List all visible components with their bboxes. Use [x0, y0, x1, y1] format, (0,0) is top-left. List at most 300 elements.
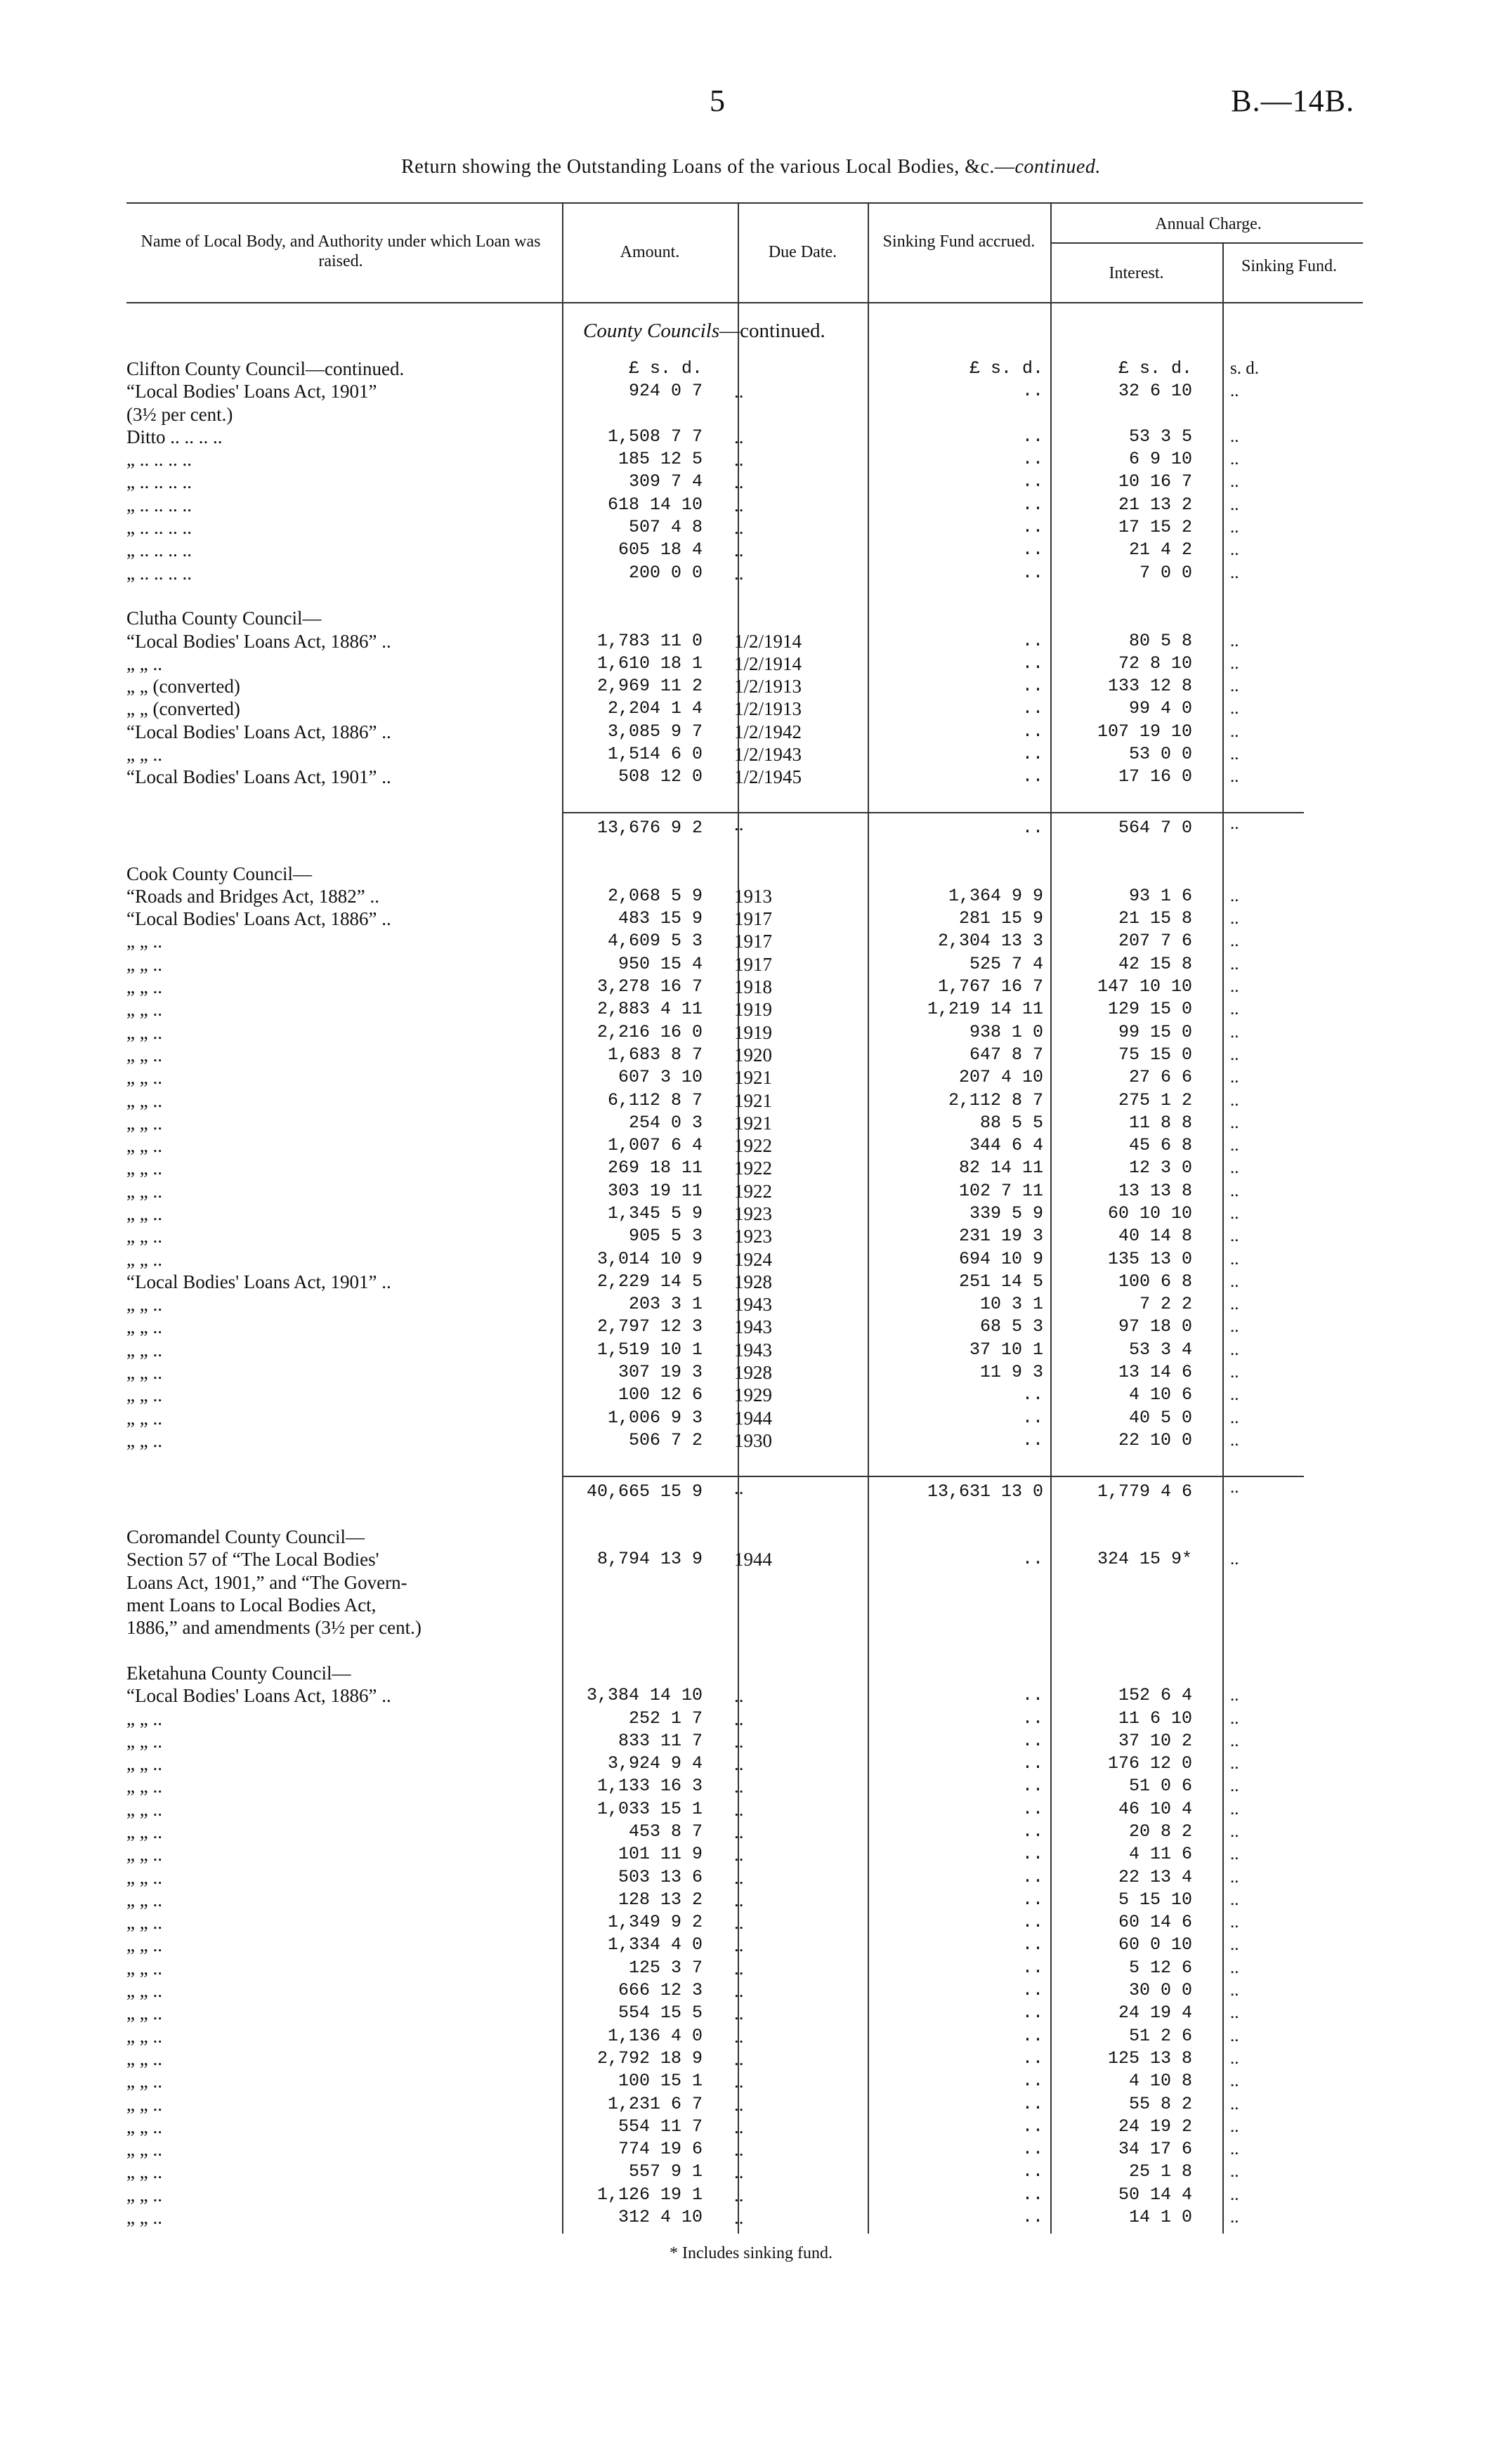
cell-due-date: 1943	[734, 1339, 772, 1361]
table-row	[126, 1430, 1304, 1453]
cell-due-date: 1921	[734, 1089, 772, 1111]
cell-due-date: ..	[734, 1685, 744, 1707]
cell-interest: 13 14 6	[1118, 1362, 1192, 1383]
cell-sinking-fund: ..	[1230, 1408, 1239, 1427]
cell-sinking-fund: ..	[1230, 1295, 1239, 1314]
section-name: County Councils	[583, 320, 720, 342]
cell-name: „ „ ..	[126, 1135, 162, 1157]
cell-amount: 309 7 4	[628, 471, 703, 492]
cell-sinking-fund: ..	[1230, 2116, 1239, 2136]
cell-amount: 1,514 6 0	[607, 744, 703, 765]
cell-sinking-fund-accrued: 525 7 4	[969, 953, 1043, 974]
cell-amount: 605 18 4	[618, 539, 703, 561]
cell-amount: 1,345 5 9	[607, 1202, 703, 1224]
cell-name: „ „ ..	[126, 1912, 162, 1934]
cell-sinking-fund: ..	[1230, 2139, 1239, 2159]
cell-interest: 53 0 0	[1128, 744, 1192, 765]
section-heading	[583, 320, 825, 343]
cell-sinking-fund: ..	[1230, 1844, 1239, 1864]
cell-name: „ „ ..	[126, 2161, 162, 2183]
cell-name: „ „ ..	[126, 2071, 162, 2092]
cell-interest: 11 8 8	[1128, 1112, 1192, 1133]
cell-due-date: 1/2/1945	[734, 766, 802, 788]
cell-due-date: ..	[734, 1866, 744, 1888]
cell-interest: 10 16 7	[1118, 471, 1192, 492]
table-row	[126, 908, 1304, 931]
cell-amount: 101 11 9	[618, 1844, 703, 1865]
cell-sinking-fund	[1220, 1572, 1304, 1594]
cell-sinking-fund: ..	[1230, 2208, 1239, 2227]
cell-name: „ „ ..	[126, 1362, 162, 1384]
cell-sinking-fund-accrued	[913, 1617, 1066, 1639]
header-amount: Amount.	[620, 243, 680, 261]
cell-due-date: 1/2/1943	[734, 744, 802, 766]
cell-name: “Local Bodies' Loans Act, 1886” ..	[126, 908, 391, 930]
cell-sinking-fund-accrued: 694 10 9	[958, 1248, 1043, 1269]
cell-interest: 13 13 8	[1118, 1180, 1192, 1201]
cell-sinking-fund: ..	[1230, 494, 1239, 514]
cell-name: „ „ ..	[126, 1384, 162, 1406]
table-row	[126, 449, 1304, 471]
cell-due-date: 1929	[734, 1384, 772, 1406]
cell-amount: 1,349 9 2	[607, 1912, 703, 1933]
cell-amount: 554 15 5	[618, 2003, 703, 2024]
cell-interest: 99 4 0	[1128, 698, 1192, 719]
table-row	[126, 1453, 1304, 1476]
cell-name: „ „ ..	[126, 1180, 162, 1202]
cell-name: “Local Bodies' Loans Act, 1901” ..	[126, 766, 391, 788]
cell-sinking-fund-accrued: ..	[1021, 2025, 1043, 2046]
cell-interest: 4 10 8	[1128, 2071, 1192, 2092]
cell-interest: £ s. d.	[1118, 358, 1192, 379]
table-row	[126, 863, 1304, 886]
cell-name: „ „ ..	[126, 1708, 162, 1729]
cell-name: „ „ ..	[126, 1776, 162, 1797]
cell-amount	[562, 1526, 720, 1549]
cell-sinking-fund	[1220, 840, 1304, 863]
cell-name: „ „ ..	[126, 2047, 162, 2069]
cell-sinking-fund: ..	[1230, 1958, 1239, 1977]
table-row	[126, 1889, 1304, 1912]
cell-name: „ „ ..	[126, 2139, 162, 2161]
cell-interest	[1066, 1572, 1220, 1594]
cell-due-date: ..	[734, 1821, 744, 1842]
cell-name: (3½ per cent.)	[126, 403, 233, 425]
cell-due-date: ..	[734, 1798, 744, 1820]
cell-sinking-fund-accrued: 82 14 11	[958, 1158, 1043, 1179]
cell-due-date: ..	[734, 1957, 744, 1979]
cell-interest: 45 6 8	[1128, 1135, 1192, 1156]
cell-amount: 924 0 7	[628, 381, 703, 402]
document-reference: B.—14B.	[1231, 84, 1354, 118]
cell-sinking-fund: ..	[1230, 1226, 1239, 1246]
cell-due-date	[720, 1594, 913, 1617]
table-row	[126, 1753, 1304, 1776]
cell-due-date: 1923	[734, 1202, 772, 1224]
cell-amount: 307 19 3	[618, 1362, 703, 1383]
table-row	[126, 698, 1304, 721]
cell-amount: 1,610 18 1	[596, 653, 703, 674]
table-row	[126, 1617, 1304, 1639]
table-row	[126, 2026, 1304, 2048]
cell-sinking-fund-accrued: ..	[1021, 1889, 1043, 1910]
cell-amount: 125 3 7	[628, 1957, 703, 1978]
cell-due-date: ..	[734, 2139, 744, 2161]
cell-due-date: ..	[720, 813, 913, 840]
cell-amount: 100 12 6	[618, 1384, 703, 1405]
table-row	[126, 1476, 1304, 1504]
cell-sinking-fund-accrued: ..	[1021, 1708, 1043, 1729]
cell-sinking-fund: ..	[1220, 1476, 1304, 1504]
cell-due-date: 1922	[734, 1135, 772, 1157]
cell-sinking-fund-accrued	[913, 1640, 1066, 1663]
cell-amount: 666 12 3	[618, 1980, 703, 2001]
cell-amount: 1,007 6 4	[607, 1135, 703, 1156]
table-row	[126, 539, 1304, 562]
table-row	[126, 1526, 1304, 1549]
cell-name: Clutha County Council—	[126, 608, 322, 629]
cell-due-date: ..	[734, 1730, 744, 1752]
cell-amount: 3,384 14 10	[586, 1685, 703, 1706]
cell-name	[126, 840, 562, 863]
footnote: * Includes sinking fund.	[670, 2244, 832, 2262]
table-row	[126, 494, 1304, 517]
table-row	[126, 1958, 1304, 1980]
cell-sinking-fund: ..	[1230, 381, 1239, 401]
table-row	[126, 954, 1304, 976]
cell-sinking-fund-accrued	[913, 840, 1066, 863]
cell-interest: 7 0 0	[1139, 562, 1192, 583]
cell-due-date: ..	[720, 1476, 913, 1504]
cell-interest: 14 1 0	[1128, 2207, 1192, 2228]
cell-interest: 27 6 6	[1128, 1067, 1192, 1088]
cell-name: „ „ ..	[126, 1730, 162, 1752]
cell-amount: 2,068 5 9	[607, 885, 703, 906]
cell-name: „ „ ..	[126, 2207, 162, 2229]
cell-amount	[562, 1504, 720, 1526]
cell-amount: 3,924 9 4	[607, 1753, 703, 1774]
cell-sinking-fund: ..	[1230, 1708, 1239, 1728]
cell-due-date: ..	[734, 381, 744, 402]
table-row	[126, 813, 1304, 840]
cell-name	[126, 1504, 562, 1526]
cell-sinking-fund-accrued	[913, 789, 1066, 813]
cell-name: „ „ ..	[126, 953, 162, 975]
cell-sinking-fund-accrued: ..	[1021, 1980, 1043, 2001]
cell-amount: 269 18 11	[607, 1158, 703, 1179]
cell-sinking-fund: ..	[1230, 909, 1239, 929]
cell-sinking-fund-accrued: ..	[913, 813, 1066, 840]
cell-amount	[562, 1640, 720, 1663]
cell-amount: 950 15 4	[618, 953, 703, 974]
cell-due-date	[720, 1617, 913, 1639]
cell-sinking-fund: ..	[1230, 1867, 1239, 1887]
table-row	[126, 1844, 1304, 1866]
cell-sinking-fund: ..	[1230, 2184, 1239, 2204]
table-row	[126, 1067, 1304, 1089]
cell-due-date: 1913	[734, 885, 772, 907]
table-row	[126, 1135, 1304, 1158]
cell-name: „ „ ..	[126, 1429, 162, 1451]
cell-sinking-fund-accrued: 344 6 4	[969, 1135, 1043, 1156]
cell-amount: 1,126 19 1	[596, 2184, 703, 2205]
cell-interest: 7 2 2	[1139, 1294, 1192, 1315]
cell-interest	[1066, 863, 1220, 886]
cell-name: „ „ ..	[126, 1339, 162, 1361]
cell-sinking-fund: ..	[1230, 518, 1239, 537]
table-row	[126, 1731, 1304, 1753]
cell-sinking-fund	[1220, 789, 1304, 813]
cell-due-date: ..	[734, 494, 744, 516]
cell-interest	[1066, 840, 1220, 863]
cell-due-date: 1917	[734, 908, 772, 930]
cell-amount: 1,508 7 7	[607, 426, 703, 447]
cell-sinking-fund-accrued: 938 1 0	[969, 1021, 1043, 1042]
table-row	[126, 381, 1304, 403]
cell-sinking-fund	[1220, 1594, 1304, 1617]
cell-sinking-fund-accrued	[913, 585, 1066, 608]
table-row	[126, 1408, 1304, 1430]
cell-sinking-fund-accrued: ..	[1021, 449, 1043, 470]
cell-sinking-fund-accrued: ..	[1021, 2093, 1043, 2114]
cell-due-date	[720, 1640, 913, 1663]
cell-amount: 483 15 9	[618, 908, 703, 929]
table-row	[126, 426, 1304, 449]
cell-amount	[562, 404, 720, 426]
table-row	[126, 1708, 1304, 1731]
table-row	[126, 585, 1304, 608]
cell-amount: 2,797 12 3	[596, 1316, 703, 1337]
cell-interest: 22 13 4	[1118, 1866, 1192, 1887]
cell-sinking-fund: ..	[1230, 977, 1239, 997]
cell-name	[126, 1640, 562, 1663]
cell-due-date: 1917	[734, 931, 772, 952]
cell-name: „ „ ..	[126, 1021, 162, 1043]
cell-amount: 6,112 8 7	[607, 1089, 703, 1110]
cell-sinking-fund	[1220, 1526, 1304, 1549]
cell-name	[126, 813, 562, 840]
annual-charge-rule	[1050, 242, 1363, 244]
table-row	[126, 1821, 1304, 1844]
cell-name: Ditto .. .. .. ..	[126, 426, 223, 447]
cell-amount: 1,006 9 3	[607, 1407, 703, 1428]
cell-amount: 618 14 10	[607, 494, 703, 515]
cell-sinking-fund-accrued: ..	[1021, 1798, 1043, 1819]
cell-due-date: ..	[734, 517, 744, 539]
cell-name	[126, 789, 562, 813]
cell-due-date: ..	[734, 539, 744, 561]
header-due-date: Due Date.	[768, 243, 837, 261]
cell-due-date: 1921	[734, 1067, 772, 1089]
cell-amount: 507 4 8	[628, 517, 703, 538]
cell-name: „ „ ..	[126, 2093, 162, 2115]
header-top-rule	[126, 202, 1363, 204]
cell-amount: 774 19 6	[618, 2139, 703, 2160]
table-row	[126, 1271, 1304, 1294]
cell-name: „ „ ..	[126, 1248, 162, 1270]
cell-sinking-fund: ..	[1220, 813, 1304, 840]
cell-sinking-fund: ..	[1230, 1113, 1239, 1132]
cell-due-date: ..	[734, 426, 744, 447]
cell-sinking-fund-accrued	[913, 404, 1066, 426]
cell-sinking-fund: ..	[1230, 1044, 1239, 1064]
cell-due-date: ..	[734, 2116, 744, 2137]
table-row	[126, 1316, 1304, 1339]
cell-sinking-fund: ..	[1230, 1385, 1239, 1405]
table-row	[126, 2184, 1304, 2207]
cell-interest: 72 8 10	[1118, 653, 1192, 674]
cell-due-date: 1930	[734, 1429, 772, 1451]
cell-sinking-fund: ..	[1230, 931, 1239, 951]
cell-interest	[1066, 404, 1220, 426]
cell-amount: 1,133 16 3	[596, 1776, 703, 1797]
loans-table	[126, 358, 1304, 2229]
cell-sinking-fund-accrued	[913, 608, 1066, 630]
cell-sinking-fund-accrued: 10 3 1	[979, 1294, 1043, 1315]
cell-name: „ „ ..	[126, 1067, 162, 1089]
cell-due-date: 1944	[734, 1407, 772, 1429]
cell-sinking-fund-accrued: ..	[1021, 1844, 1043, 1865]
cell-amount: 2,216 16 0	[596, 1021, 703, 1042]
page-title	[0, 156, 1502, 178]
cell-name: „ „ ..	[126, 1407, 162, 1429]
cell-name: “Roads and Bridges Act, 1882” ..	[126, 885, 379, 907]
cell-amount: 2,969 11 2	[596, 676, 703, 697]
cell-name: „ .. .. .. ..	[126, 562, 192, 584]
cell-sinking-fund: ..	[1230, 1068, 1239, 1087]
cell-name: „ .. .. .. ..	[126, 517, 192, 539]
table-row	[126, 1640, 1304, 1663]
table-row	[126, 358, 1304, 381]
cell-due-date: 1/2/1914	[734, 653, 802, 674]
cell-sinking-fund: ..	[1230, 1271, 1239, 1291]
cell-amount: £ s. d.	[628, 358, 703, 379]
table-row	[126, 1113, 1304, 1135]
cell-name: „ .. .. .. ..	[126, 449, 192, 471]
table-row	[126, 1203, 1304, 1226]
cell-sinking-fund: ..	[1230, 1317, 1239, 1337]
cell-due-date: ..	[734, 449, 744, 471]
cell-sinking-fund-accrued: 339 5 9	[969, 1202, 1043, 1224]
cell-amount: 3,278 16 7	[596, 976, 703, 997]
cell-interest: 176 12 0	[1107, 1753, 1192, 1774]
cell-interest: 4 11 6	[1128, 1844, 1192, 1865]
cell-sinking-fund-accrued: ..	[1021, 2003, 1043, 2024]
cell-interest: 17 15 2	[1118, 517, 1192, 538]
cell-name: „ .. .. .. ..	[126, 471, 192, 493]
cell-due-date: ..	[734, 2184, 744, 2206]
cell-amount: 203 3 1	[628, 1294, 703, 1315]
cell-due-date: 1922	[734, 1180, 772, 1202]
cell-sinking-fund: ..	[1230, 2094, 1239, 2114]
cell-name: Loans Act, 1901,” and “The Govern-	[126, 1571, 407, 1593]
cell-sinking-fund-accrued: 37 10 1	[969, 1339, 1043, 1360]
header-bottom-rule	[126, 302, 1363, 303]
cell-sinking-fund-accrued	[913, 1453, 1066, 1476]
cell-interest: 51 0 6	[1128, 1776, 1192, 1797]
cell-sinking-fund: ..	[1230, 2003, 1239, 2023]
table-row	[126, 471, 1304, 494]
cell-interest	[1066, 1640, 1220, 1663]
cell-name: „ „ ..	[126, 1798, 162, 1820]
cell-name: Cook County Council—	[126, 863, 313, 884]
cell-sinking-fund: ..	[1230, 2048, 1239, 2068]
cell-sinking-fund: ..	[1230, 631, 1239, 650]
cell-name: „ „ ..	[126, 931, 162, 952]
cell-interest: 80 5 8	[1128, 630, 1192, 651]
cell-due-date: 1918	[734, 976, 772, 998]
cell-name: Coromandel County Council—	[126, 1526, 365, 1548]
cell-name: „ „ ..	[126, 1294, 162, 1316]
cell-sinking-fund: ..	[1230, 1000, 1239, 1019]
cell-due-date: 1920	[734, 1044, 772, 1066]
cell-name: „ „ ..	[126, 1957, 162, 1979]
cell-amount: 1,136 4 0	[607, 2025, 703, 2046]
cell-sinking-fund-accrued: ..	[1021, 2116, 1043, 2137]
table-row	[126, 2207, 1304, 2229]
cell-amount: 508 12 0	[618, 766, 703, 787]
table-row	[126, 631, 1304, 653]
cell-sinking-fund: ..	[1230, 1731, 1239, 1750]
cell-amount	[562, 863, 720, 886]
cell-interest: 51 2 6	[1128, 2025, 1192, 2046]
cell-sinking-fund: ..	[1230, 2071, 1239, 2091]
table-row	[126, 2071, 1304, 2093]
header-name: Name of Local Body, and Authority under which Loan was raised.	[141, 232, 541, 270]
section-suffix: —continued.	[719, 320, 825, 342]
cell-sinking-fund: ..	[1230, 1549, 1239, 1569]
cell-name: “Local Bodies' Loans Act, 1886” ..	[126, 721, 391, 742]
cell-amount	[562, 1453, 720, 1476]
table-row	[126, 517, 1304, 539]
cell-sinking-fund: ..	[1230, 1158, 1239, 1178]
cell-sinking-fund-accrued: ..	[1021, 1549, 1043, 1570]
cell-name: Eketahuna County Council—	[126, 1662, 351, 1684]
table-row	[126, 1572, 1304, 1594]
table-row	[126, 976, 1304, 999]
cell-amount: 2,229 14 5	[596, 1271, 703, 1292]
cell-name: „ „ ..	[126, 2116, 162, 2137]
cell-sinking-fund: s. d.	[1230, 359, 1259, 378]
cell-interest: 37 10 2	[1118, 1730, 1192, 1751]
cell-sinking-fund	[1220, 1617, 1304, 1639]
cell-interest	[1066, 1594, 1220, 1617]
cell-interest	[1066, 1617, 1220, 1639]
cell-due-date: 1943	[734, 1316, 772, 1338]
cell-due-date: ..	[734, 471, 744, 493]
cell-sinking-fund-accrued: ..	[1021, 1866, 1043, 1887]
cell-sinking-fund-accrued: ..	[1021, 539, 1043, 561]
cell-name: „ „ ..	[126, 1980, 162, 2002]
cell-sinking-fund: ..	[1230, 1913, 1239, 1932]
cell-amount: 503 13 6	[618, 1866, 703, 1887]
cell-amount: 506 7 2	[628, 1429, 703, 1450]
cell-interest: 5 15 10	[1118, 1889, 1192, 1910]
cell-sinking-fund-accrued: ..	[1021, 426, 1043, 447]
cell-sinking-fund-accrued: ..	[1021, 1685, 1043, 1706]
cell-sinking-fund: ..	[1230, 1136, 1239, 1155]
cell-sinking-fund-accrued	[913, 863, 1066, 886]
table-row	[126, 1912, 1304, 1934]
cell-interest: 42 15 8	[1118, 953, 1192, 974]
cell-due-date	[720, 358, 913, 381]
cell-sinking-fund-accrued: 2,112 8 7	[948, 1089, 1043, 1110]
cell-due-date: ..	[734, 2161, 744, 2183]
header-sinking-fund: Sinking Fund.	[1241, 257, 1338, 275]
cell-due-date: 1943	[734, 1294, 772, 1316]
cell-amount: 1,519 10 1	[596, 1339, 703, 1360]
table-row	[126, 744, 1304, 766]
